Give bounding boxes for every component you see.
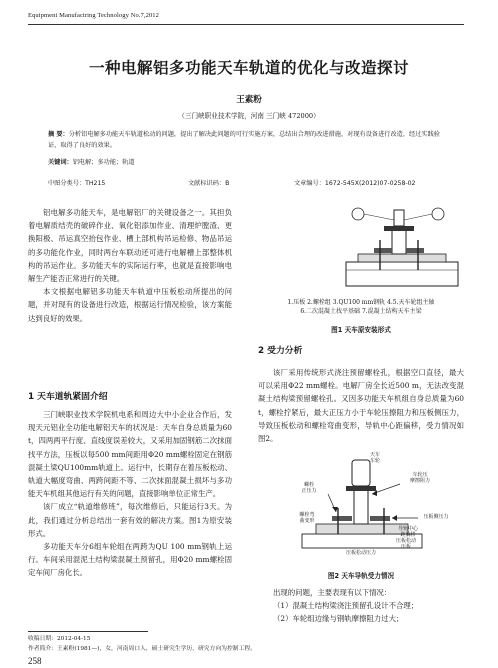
keywords-text: 铝电解；多功能；轨道	[72, 159, 135, 166]
figure-2-caption: 图2 天车导轨受力情况	[327, 572, 395, 580]
label-plate: 压板松动 压板	[395, 538, 416, 550]
header-rule	[28, 24, 464, 25]
keywords	[48, 157, 135, 166]
figure-1-caption: 图1 天车原安装形式	[331, 326, 391, 334]
clc-number: 中图分类号：TH215	[48, 180, 106, 187]
section-2-paragraph: 该厂采用传统形式浇注预留螺栓孔，根据空口直径，最大可以采用Φ22 mm螺栓。电解厂房全长近500 m，无法改变混凝土结构梁预留螺栓孔。又因多功能天车机组自身总质量为60 t，螺栓拧紧后，最大正压力小于车轮压擦阻力和压板侧压力，导致压板松动和螺栓弯曲变形，导轨中心距偏移，受力情况如图2。	[258, 368, 464, 444]
label-shift: 导轨中心 距偏移	[397, 526, 418, 538]
journal-header: Equipment Manufactring Technology No.7,2012	[28, 12, 159, 19]
author: 王素粉	[236, 95, 262, 105]
intro-text	[28, 206, 232, 325]
page-number: 258	[28, 656, 42, 666]
issues-text	[258, 586, 464, 626]
label-bolt-force: 螺栓 正压力	[301, 482, 317, 494]
label-friction: 车轮压 摩擦阻力	[409, 472, 430, 484]
intro-paragraph: 铝电解多功能天车，是电解铝厂的关键设备之一。其担负着电解质结壳的破碎作业、氧化铝添加作业、清理炉膛渣、更换阳极、吊运真空抬包作业、槽上部机构吊运检修、物品吊运的多功能化作业，同时两台车联动还可进行电解槽上部整体机构的吊运作业。多功能天车的实际运行率，也就是直接影响电解生产能否正常进行的关键。	[28, 208, 232, 284]
received-date: 收稿日期：2012-04-15	[28, 636, 91, 642]
abstract	[48, 130, 450, 151]
label-side-pressure: 压板侧压力	[423, 514, 449, 520]
figure-2	[268, 454, 454, 562]
force-analysis-drawing	[268, 454, 454, 562]
footnote-rule	[28, 631, 148, 632]
author-bio: 作者简介：王素粉(1981—)，女，河南周口人，硕士研究生学历，研究方向为控制工程。	[28, 646, 256, 652]
label-bottom: 压板松动压力	[345, 550, 376, 556]
figure-1-legend: 1.压板 2.螺栓组 3.QU100 mm钢轨 4.5.天车轮组主轴 6.二次混凝土找平基础 7.混凝土结构天车主梁	[287, 299, 435, 315]
figure-1	[338, 200, 468, 290]
article-number: 文章编号：1672-545X(2012)07-0258-02	[294, 180, 416, 187]
intro-paragraph: 本文根据电解铝多功能天车轨道中压板松动所提出的问题，并对现有的设备进行改造，根据运行情况检验，该方案能达到良好的效果。	[28, 287, 232, 323]
section-2-text	[258, 366, 464, 445]
section-1-paragraph: 该厂成立“轨道维修班”，每次维修后，只能运行3天。为此，我们通过分析总结出一套有效的解决方案。图1为原安装形式。	[28, 502, 232, 538]
section-2-heading: 2 受力分析	[258, 346, 303, 356]
section-1-heading: 1 天车道轨紧固介绍	[28, 392, 108, 402]
label-wheel: 天车 车轮	[369, 452, 380, 464]
document-code: 文献标识码：B	[188, 180, 230, 187]
keywords-label: 关键词：	[48, 159, 73, 166]
section-1-text	[28, 408, 232, 580]
abstract-label: 摘 要：	[48, 131, 69, 138]
affiliation: （三门峡职业技术学院，河南 三门峡 472000）	[178, 112, 320, 120]
section-1-paragraph: 多功能天车分6组车轮组在两跨为QU 100 mm钢轨上运行。车间采用混泥土结构梁混凝土预留孔，用Φ20 mm螺栓固定车间厂房化长。	[28, 542, 232, 578]
rail-installation-drawing	[338, 200, 468, 290]
paper-title: 一种电解铝多功能天车轨道的优化与改造探讨	[88, 59, 409, 77]
issue-item: （1）混凝土结构梁浇注预留孔设计不合理；	[273, 601, 419, 611]
abstract-text: 分析铝电解多功能天车轨道松动的问题，提出了解决此问题的可行实施方案，总结出合理的改进措施，对现有设备进行改造，经过实践验证，取得了良好的效果。	[48, 131, 440, 149]
issue-item: （2）车轮组边缘与钢轨摩擦阻力过大；	[273, 614, 404, 624]
section-1-paragraph: 三门峡职业技术学院机电系和周边大中小企业合作后，发现天元铝业全功能电解铝天车的状况是：天车自身总质量为60 t，四两两平行度、直线度误差较大，又采用加固钢筋二次抹面找平方法，压板以每500 mm间距用Φ20 mm螺栓固定在钢筋混凝土梁QU100mm轨道上。运行中，长期存在着压板松动、轨道大幅度弯曲、两跨间距不等、二次抹面混凝土损坏与多功能天车机组其他运行有关的问题，直接影响单位正常生产。	[28, 410, 232, 499]
issues-intro: 出现的问题，主要表现有以下情况：	[273, 588, 392, 597]
label-bolt-bend: 螺栓弯 曲变形	[299, 512, 315, 524]
